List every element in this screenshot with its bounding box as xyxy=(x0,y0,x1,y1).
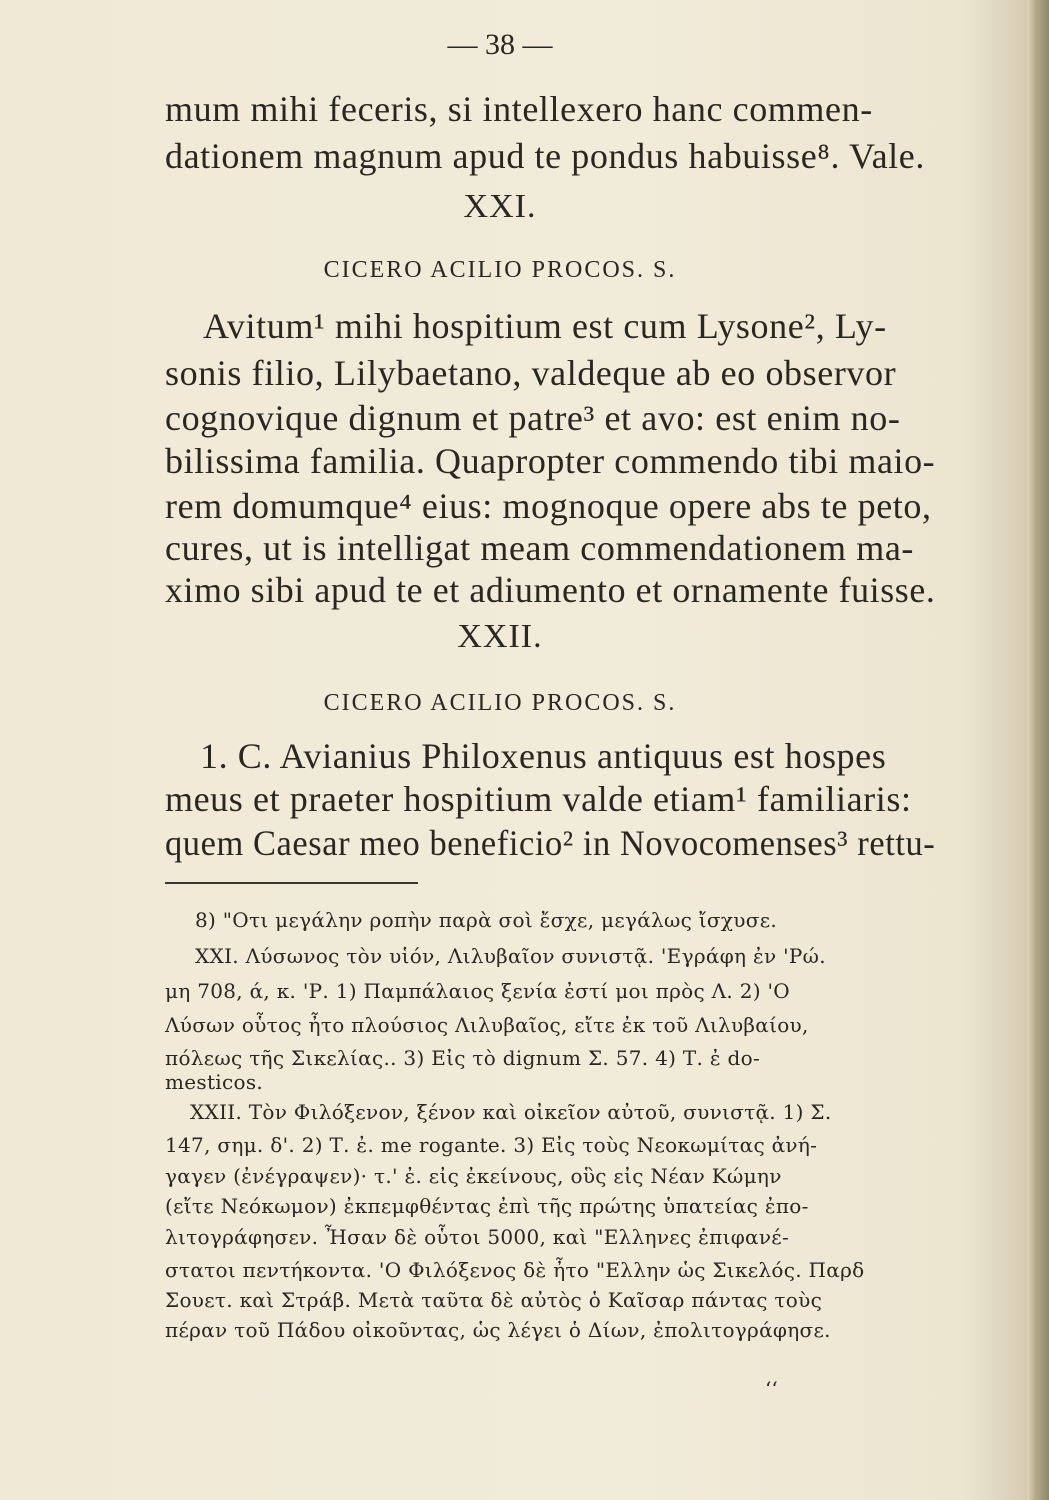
footnote-line: πέραν τοῦ Πάδου οἰκοῦντας, ὡς λέγει ὁ Δίων, ἐπολιτογράφησε. xyxy=(165,1318,831,1342)
footnote-line: XXII. Τὸν Φιλόξενον, ξένον καὶ οἰκεῖον αὐτοῦ, συνιστᾷ. 1) Σ. xyxy=(190,1100,832,1124)
letter-numeral: XXII. xyxy=(457,618,543,655)
letter-heading: CICERO ACILIO PROCOS. S. xyxy=(323,257,677,283)
text-line: ximo sibi apud te et adiumento et ornamente fuisse. xyxy=(165,570,936,610)
footnote-line: λιτογράφησεν. Ἦσαν δὲ οὗτοι 5000, καὶ "Ελληνες ἐπιφανέ- xyxy=(165,1225,790,1249)
text-line: bilissima familia. Quapropter commendo tibi maio- xyxy=(165,441,936,481)
footnote-line: (εἴτε Νεόκωμον) ἐκπεμφθέντας ἐπὶ τῆς πρώτης ὑπατείας ἐπο- xyxy=(165,1194,809,1218)
text-line: sonis filio, Lilybaetano, valdeque ab eo observor xyxy=(165,353,897,393)
footnote-line: XXI. Λύσωνος τὸν υἱόν, Λιλυβαῖον συνιστᾷ. 'Εγράφη ἐν 'Ρώ. xyxy=(195,944,826,968)
text-line: quem Caesar meo beneficio² in Novocomenses³ rettu- xyxy=(165,823,936,863)
text-line: cognovique dignum et patre³ et avo: est enim no- xyxy=(165,398,901,438)
footnote-rule xyxy=(165,882,418,884)
page-edge-shadow xyxy=(1027,0,1049,1500)
footnote-line: mesticos. xyxy=(165,1070,264,1094)
letter-numeral: XXI. xyxy=(463,188,537,225)
text-line: meus et praeter hospitium valde etiam¹ familiaris: xyxy=(165,779,912,819)
text-line: rem domumque⁴ eius: mognoque opere abs te peto, xyxy=(165,486,932,526)
footnote-line: Λύσων οὗτος ἦτο πλούσιος Λιλυβαῖος, εἴτε ἐκ τοῦ Λιλυβαίου, xyxy=(165,1013,809,1037)
text-line: dationem magnum apud te pondus habuisse⁸. Vale. xyxy=(165,136,925,176)
footnote-line: Σουετ. καὶ Στράβ. Μετὰ ταῦτα δὲ αὐτὸς ὁ Καῖσαρ πάντας τοὺς xyxy=(165,1288,823,1312)
footnote-line: πόλεως τῆς Σικελίας.. 3) Εἰς τὸ dignum Σ. 57. 4) Τ. ἐ do- xyxy=(165,1046,761,1070)
letter-heading: CICERO ACILIO PROCOS. S. xyxy=(323,690,677,716)
text-line: Avitum¹ mihi hospitium est cum Lysone², Ly- xyxy=(203,306,887,346)
footnote-line: μη 708, ά, κ. 'Ρ. 1) Παμπάλαιος ξενία ἐστί μοι πρὸς Λ. 2) 'Ο xyxy=(165,979,791,1003)
text-line: mum mihi feceris, si intellexero hanc commen- xyxy=(165,89,873,129)
footnote-line: στατοι πεντήκοντα. 'Ο Φιλόξενος δὲ ἦτο "Ελλην ὡς Σικελός. Παρδ xyxy=(165,1258,865,1282)
text-line: 1. C. Avianius Philoxenus antiquus est hospes xyxy=(200,736,887,776)
stray-mark: ‘‘ xyxy=(765,1377,778,1401)
text-line: cures, ut is intelligat meam commendationem ma- xyxy=(165,528,914,568)
footnote-line: 147, σημ. δ'. 2) Τ. ἐ. me rogante. 3) Εἰς τοὺς Νεοκωμίτας ἀνή- xyxy=(165,1133,818,1157)
footnote-line: 8) "Οτι μεγάλην ροπὴν παρὰ σοὶ ἔσχε, μεγάλως ἴσχυσε. xyxy=(195,908,778,932)
page-number: — 38 — xyxy=(447,28,553,61)
footnote-line: γαγεν (ἐνέγραψεν)· τ.' ἐ. εἰς ἐκείνους, οὓς εἰς Νέαν Κώμην xyxy=(165,1164,782,1188)
